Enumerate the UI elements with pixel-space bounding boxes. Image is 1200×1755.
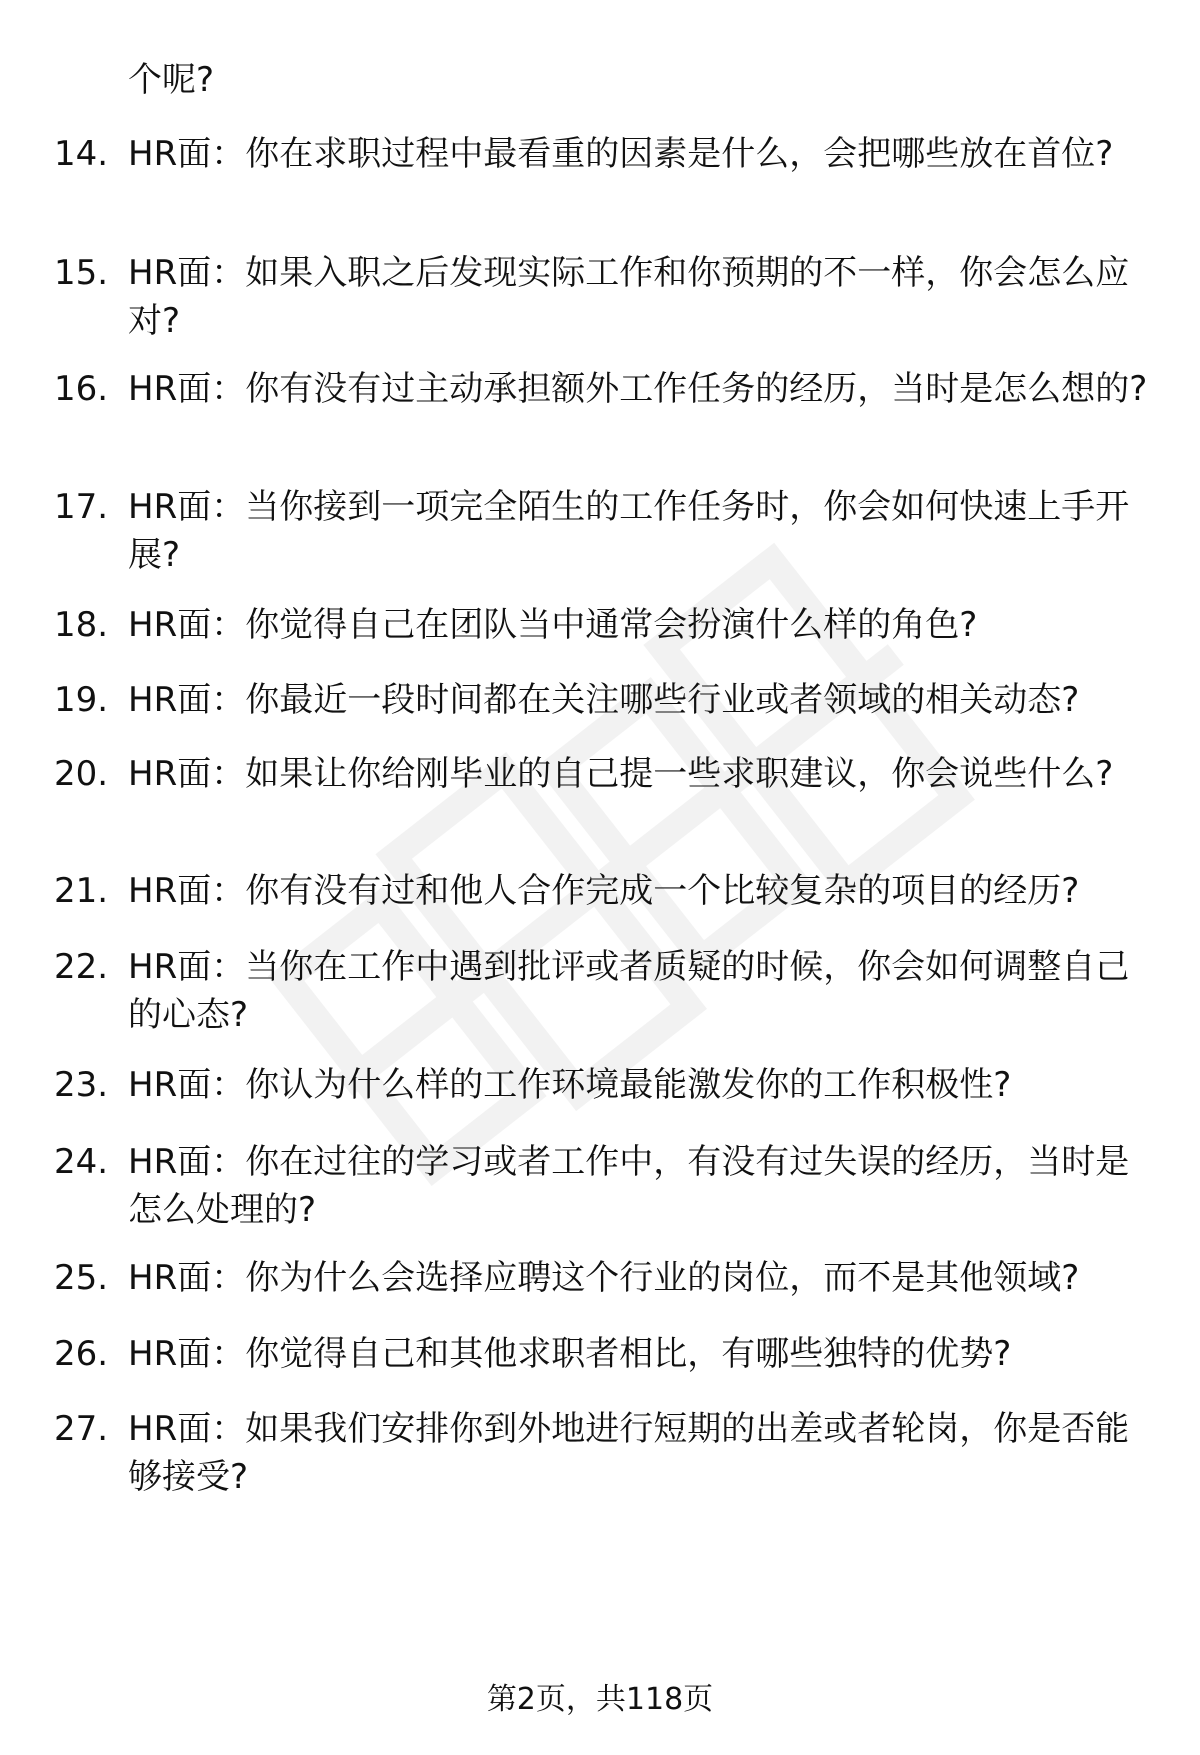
question-number: 21. [54, 871, 109, 911]
question-number: 23. [54, 1065, 109, 1105]
question-number: 20. [54, 754, 109, 794]
question-number: 15. [54, 253, 109, 293]
question-number: 14. [54, 134, 109, 174]
question-text: HR面：当你在工作中遇到批评或者质疑的时候，你会如何调整自己的心态? [128, 947, 1130, 1035]
question-number: 24. [54, 1142, 109, 1182]
question-number: 25. [54, 1258, 109, 1298]
page-footer: 第2页，共118页 [486, 1682, 714, 1717]
question-text: HR面：如果入职之后发现实际工作和你预期的不一样，你会怎么应对? [128, 253, 1130, 341]
question-text: HR面：如果我们安排你到外地进行短期的出差或者轮岗，你是否能够接受? [128, 1409, 1130, 1497]
question-text: HR面：你觉得自己和其他求职者相比，有哪些独特的优势? [128, 1334, 1012, 1374]
question-text: HR面：你认为什么样的工作环境最能激发你的工作积极性? [128, 1065, 1012, 1105]
question-text: HR面：你觉得自己在团队当中通常会扮演什么样的角色? [128, 605, 978, 645]
question-text: HR面：你最近一段时间都在关注哪些行业或者领域的相关动态? [128, 680, 1080, 720]
continued-question-text: 个呢? [128, 60, 215, 100]
question-number: 18. [54, 605, 109, 645]
question-text: HR面：如果让你给刚毕业的自己提一些求职建议，你会说些什么? [128, 754, 1114, 794]
question-number: 19. [54, 680, 109, 720]
question-number: 22. [54, 947, 109, 987]
question-text: HR面：当你接到一项完全陌生的工作任务时，你会如何快速上手开展? [128, 487, 1130, 575]
question-number: 27. [54, 1409, 109, 1449]
question-text: HR面：你在过往的学习或者工作中，有没有过失误的经历，当时是怎么处理的? [128, 1142, 1130, 1230]
question-number: 26. [54, 1334, 109, 1374]
question-number: 17. [54, 487, 109, 527]
question-text: HR面：你有没有过主动承担额外工作任务的经历，当时是怎么想的? [128, 369, 1148, 409]
question-text: HR面：你为什么会选择应聘这个行业的岗位，而不是其他领域? [128, 1258, 1080, 1298]
question-number: 16. [54, 369, 109, 409]
question-text: HR面：你在求职过程中最看重的因素是什么，会把哪些放在首位? [128, 134, 1114, 174]
question-text: HR面：你有没有过和他人合作完成一个比较复杂的项目的经历? [128, 871, 1080, 911]
